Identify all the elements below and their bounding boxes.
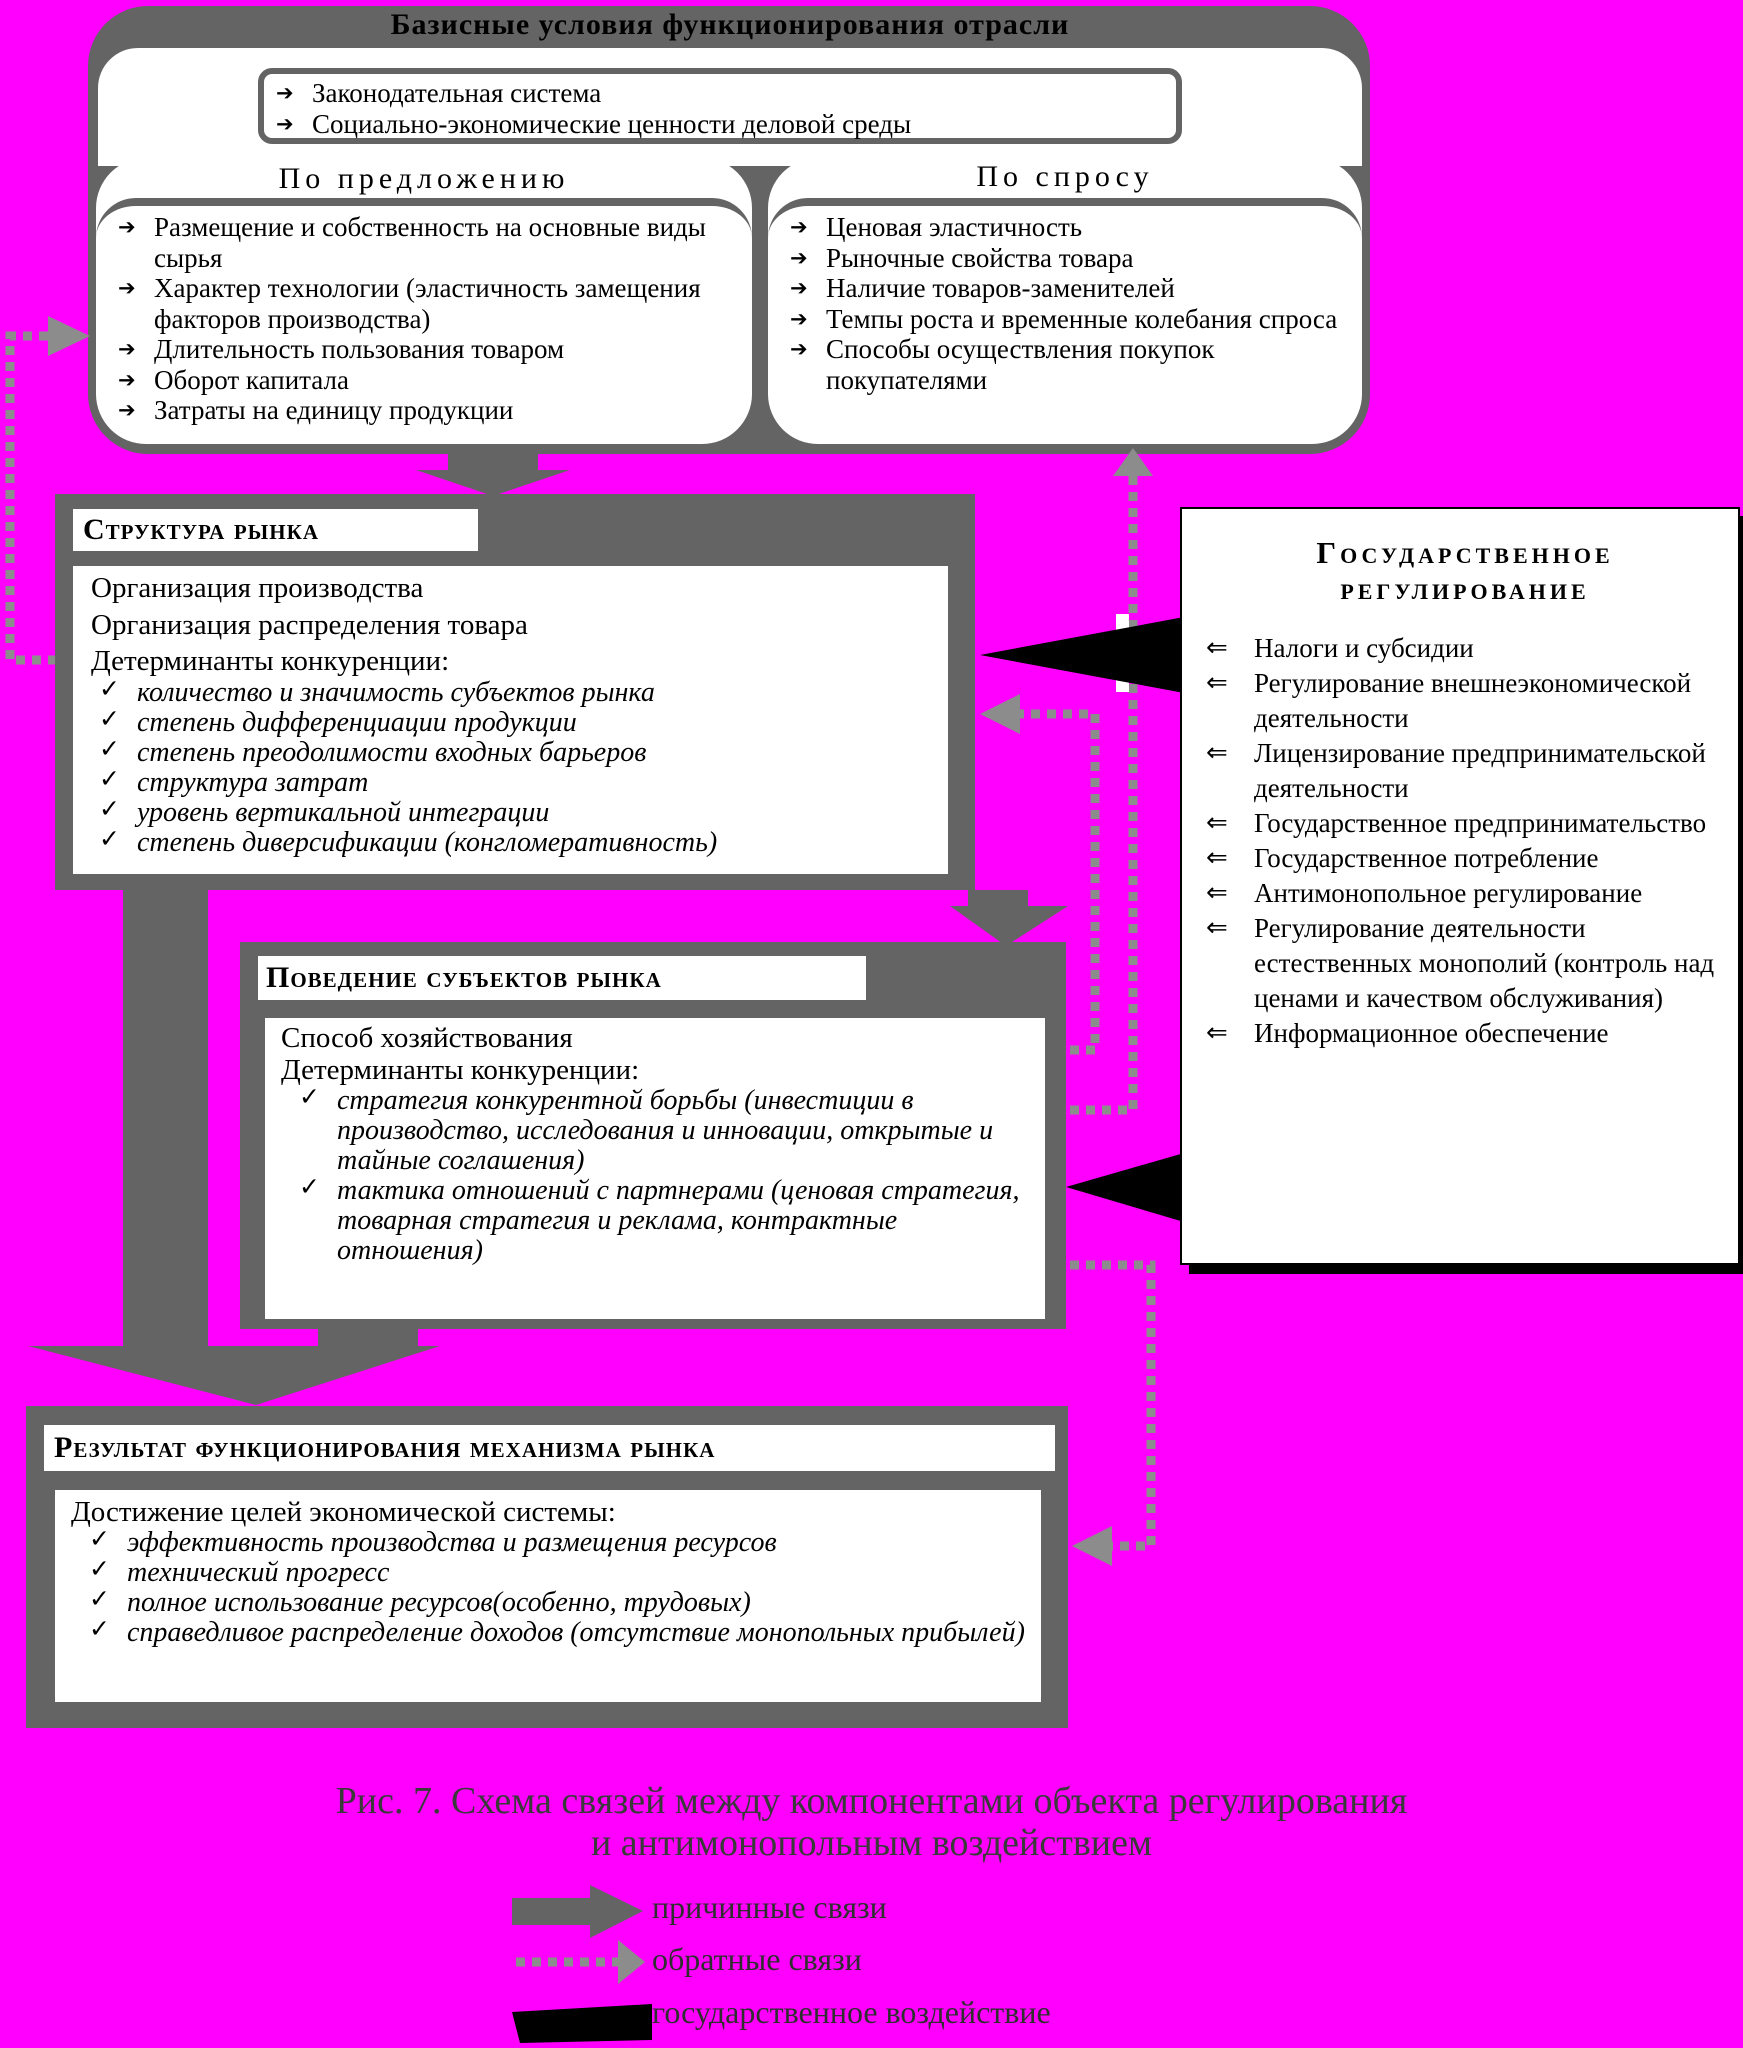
result-check: ✓ технический прогресс [87,1558,1041,1588]
state-item: ⇐ Информационное обеспечение [1202,1016,1728,1051]
general-condition-item: ➔ Законодательная система [274,78,1176,109]
state-item: ⇐ Регулирование деятельности естественных монополий (контроль над ценами и качеством обслуживания) [1202,911,1728,1016]
market-structure-body [73,566,948,874]
market-behavior-header [258,956,866,1000]
structure-line: Организация распределения товара [91,609,528,641]
demand-item: ➔ Темпы роста и временные колебания спроса [788,304,1352,335]
demand-box [768,158,1362,444]
market-structure-title: Структура рынка [83,513,320,546]
legend-state-arrow [512,2004,652,2043]
market-structure-header [73,509,478,551]
state-item: ⇐ Государственное предпринимательство [1202,806,1728,841]
behavior-check: ✓ стратегия конкурентной борьбы (инвестиции в производство, исследования и инновации, открытые и тайные соглашения) [297,1086,1041,1176]
legend-feedback-label: обратные связи [652,1941,862,1977]
causal-arrow-structure-to-behavior [950,890,1068,946]
causal-arrow-conditions-to-structure [416,448,570,496]
structure-check: ✓ структура затрат [97,768,948,798]
legend-causal-label: причинные связи [652,1889,887,1925]
supply-item: ➔ Затраты на единицу продукции [116,395,742,426]
structure-line: Организация производства [91,572,424,604]
market-result-header [44,1425,1055,1471]
result-check: ✓ эффективность производства и размещения ресурсов [87,1528,1041,1558]
state-item: ⇐ Государственное потребление [1202,841,1728,876]
structure-check: ✓ степень преодолимости входных барьеров [97,738,948,768]
result-check: ✓ справедливое распределение доходов (отсутствие монопольных прибылей) [87,1618,1041,1648]
demand-item: ➔ Способы осуществления покупок покупателями [788,334,1352,395]
general-conditions-box [258,68,1182,144]
market-result-body [55,1490,1041,1702]
state-item: ⇐ Налоги и субсидии [1202,631,1728,666]
legend-state-label: государственное воздействие [652,1994,1051,2030]
supply-title: По предложению [278,162,570,195]
state-item: ⇐ Антимонопольное регулирование [1202,876,1728,911]
caption-line1: Рис. 7. Схема связей между компонентами объекта регулирования [335,1780,1408,1822]
structure-line: Детерминанты конкуренции: [91,645,450,677]
general-condition-item: ➔ Социально-экономические ценности деловой среды [274,109,1176,140]
state-item: ⇐ Регулирование внешнеэкономической деятельности [1202,666,1728,736]
basic-conditions-title: Базисные условия функционирования отрасли [390,8,1070,41]
legend-causal-arrow [512,1885,643,1938]
state-regulation-box [1180,507,1740,1265]
state-title-line1: Государственное [1316,535,1614,570]
supply-item: ➔ Длительность пользования товаром [116,334,742,365]
behavior-line: Способ хозяйствования [281,1022,573,1054]
supply-box [96,158,752,444]
structure-check: ✓ количество и значимость субъектов рынка [97,678,948,708]
legend-feedback-arrow [516,1940,645,1984]
state-arrow-to-structure [980,617,1184,693]
structure-check: ✓ уровень вертикальной интеграции [97,798,948,828]
result-check: ✓ полное использование ресурсов(особенно, трудовых) [87,1588,1041,1618]
demand-item: ➔ Ценовая эластичность [788,212,1352,243]
market-behavior-body [265,1018,1045,1319]
structure-check: ✓ степень дифференциации продукции [97,708,948,738]
market-result-title: Результат функционирования механизма рынка [54,1431,716,1464]
supply-item: ➔ Характер технологии (эластичность замещения факторов производства) [116,273,742,334]
supply-item: ➔ Оборот капитала [116,365,742,396]
result-line: Достижение целей экономической системы: [71,1496,616,1528]
demand-item: ➔ Рыночные свойства товара [788,243,1352,274]
demand-item: ➔ Наличие товаров-заменителей [788,273,1352,304]
structure-check: ✓ степень диверсификации (конгломеративность) [97,828,948,858]
behavior-line: Детерминанты конкуренции: [281,1054,640,1086]
supply-item: ➔ Размещение и собственность на основные виды сырья [116,212,742,273]
market-behavior-title: Поведение субъектов рынка [266,961,662,994]
state-item: ⇐ Лицензирование предпринимательской деятельности [1202,736,1728,806]
caption-line2: и антимонопольным воздействием [590,1822,1153,1864]
state-regulation-title [1202,535,1728,607]
demand-title: По спросу [976,160,1154,193]
state-arrow-to-behavior [1066,1153,1184,1222]
figure-caption [0,1780,1743,1864]
state-title-line2: регулирование [1340,571,1590,606]
behavior-check: ✓ тактика отношений с партнерами (ценовая стратегия, товарная стратегия и реклама, контрактные отношения) [297,1176,1041,1266]
